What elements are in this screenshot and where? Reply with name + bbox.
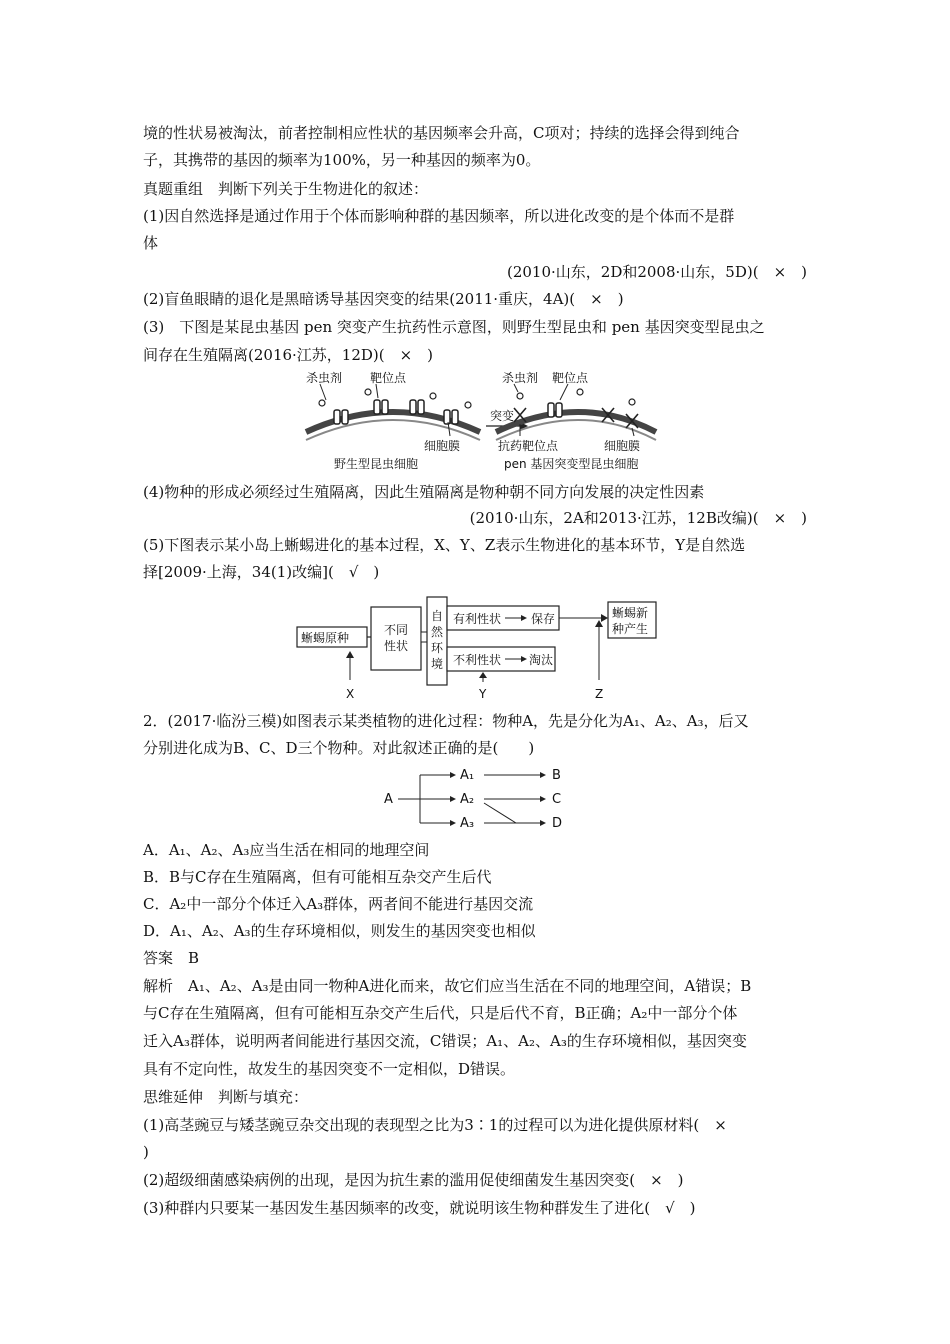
preserve-label: 保存 bbox=[531, 612, 556, 626]
species-a3: A₃ bbox=[460, 816, 475, 831]
label-z: Z bbox=[595, 687, 604, 701]
label-y: Y bbox=[479, 687, 487, 701]
new-species-label-1: 蜥蜴新 bbox=[612, 606, 649, 620]
question-2: (2)盲鱼眼睛的退化是黑暗诱导基因突变的结果(2011·重庆，4A)( × ) bbox=[143, 290, 624, 308]
answer: 答案 B bbox=[143, 949, 200, 967]
resistant-target-label: 抗药靶位点 bbox=[498, 439, 559, 453]
env-label-4: 境 bbox=[431, 657, 444, 671]
text-line: 间存在生殖隔离(2016·江苏，12D)( × ) bbox=[143, 346, 434, 364]
section-heading: 思维延伸 判断与填充： bbox=[143, 1088, 309, 1106]
env-label-3: 环 bbox=[431, 641, 444, 655]
label-x: X bbox=[346, 687, 355, 701]
eliminate-label: 淘汰 bbox=[529, 653, 554, 667]
text-line: 子，其携带的基因的频率为100%，另一种基因的频率为0。 bbox=[143, 151, 541, 169]
target-label-left: 靶位点 bbox=[370, 371, 407, 385]
question-5: (5)下图表示某小岛上蜥蜴进化的基本过程，X、Y、Z表示生物进化的基本环节，Y是自然选 bbox=[143, 536, 746, 554]
question-1: (1)因自然选择是通过作用于个体而影响种群的基因频率，所以进化改变的是个体而不是群 bbox=[143, 207, 735, 225]
option-d: D．A₁、A₂、A₃的生存环境相似，则发生的基因突变也相似 bbox=[143, 922, 536, 940]
new-species-label-2: 种产生 bbox=[612, 622, 649, 636]
option-a: A．A₁、A₂、A₃应当生活在相同的地理空间 bbox=[143, 841, 430, 859]
membrane-label-left: 细胞膜 bbox=[424, 439, 461, 453]
text-line: 分别进化成为B、C、D三个物种。对此叙述正确的是( ) bbox=[143, 739, 535, 757]
species-d: D bbox=[552, 816, 563, 831]
mutation-label: 突变 bbox=[490, 409, 515, 423]
option-b: B．B与C存在生殖隔离，但有可能相互杂交产生后代 bbox=[143, 868, 492, 886]
extension-1: (1)高茎豌豆与矮茎豌豆杂交出现的表现型之比为3∶1的过程可以为进化提供原材料( × bbox=[143, 1116, 727, 1134]
source-citation: (2010·山东，2A和2013·江苏，12B改编)( × ) bbox=[469, 509, 807, 527]
caption-right: pen 基因突变型昆虫细胞 bbox=[504, 457, 639, 471]
species-b: B bbox=[552, 768, 561, 783]
insecticide-molecules-right bbox=[517, 389, 635, 405]
origin-label: 蜥蜴原种 bbox=[301, 631, 350, 645]
traits-label-1: 不同 bbox=[384, 623, 409, 637]
text-line: 境的性状易被淘汰，前者控制相应性状的基因频率会升高，C项对；持续的选择会得到纯合 bbox=[143, 124, 740, 142]
favorable-label: 有利性状 bbox=[453, 612, 502, 626]
question-3: (3) 下图是某昆虫基因 pen 突变产生抗药性示意图，则野生型昆虫和 pen 基因突变型昆虫之 bbox=[143, 318, 765, 336]
species-a: A bbox=[384, 792, 393, 807]
insecticide-label-left: 杀虫剂 bbox=[306, 371, 343, 385]
caption-left: 野生型昆虫细胞 bbox=[334, 457, 419, 471]
explanation: 解析 A₁、A₂、A₃是由同一物种A进化而来，故它们应当生活在不同的地理空间，A错误；B bbox=[143, 977, 752, 995]
species-c: C bbox=[552, 792, 562, 807]
text-line: ) bbox=[143, 1143, 149, 1161]
question-2-stem: 2．(2017·临汾三模)如图表示某类植物的进化过程：物种A，先是分化为A₁、A₂、A₃，后又 bbox=[143, 712, 749, 730]
text-line: 具有不定向性，故发生的基因突变不一定相似，D错误。 bbox=[143, 1060, 516, 1078]
lizard-evolution-figure bbox=[295, 592, 665, 702]
extension-3: (3)种群内只要某一基因发生基因频率的改变，就说明该生物种群发生了进化( √ ) bbox=[143, 1199, 696, 1217]
target-label-right: 靶位点 bbox=[552, 371, 589, 385]
question-4: (4)物种的形成必须经过生殖隔离，因此生殖隔离是物种朝不同方向发展的决定性因素 bbox=[143, 483, 705, 501]
species-a1: A₁ bbox=[460, 768, 475, 783]
species-divergence-figure bbox=[380, 763, 580, 835]
text-line: 迁入A₃群体，说明两者间能进行基因交流，C错误；A₁、A₂、A₃的生存环境相似，基因突变 bbox=[143, 1032, 747, 1050]
species-a2: A₂ bbox=[460, 792, 475, 807]
extension-2: (2)超级细菌感染病例的出现，是因为抗生素的滥用促使细菌发生基因突变( × ) bbox=[143, 1171, 684, 1189]
section-heading: 真题重组 判断下列关于生物进化的叙述： bbox=[143, 180, 429, 198]
text-line: 与C存在生殖隔离，但有可能相互杂交产生后代，只是后代不育，B正确；A₂中一部分个体 bbox=[143, 1004, 738, 1022]
text-line: 择[2009·上海，34(1)改编]( √ ) bbox=[143, 563, 380, 581]
unfavorable-label: 不利性状 bbox=[453, 653, 502, 667]
text-line: 体 bbox=[143, 234, 159, 252]
option-c: C．A₂中一部分个体迁入A₃群体，两者间不能进行基因交流 bbox=[143, 895, 534, 913]
env-label-2: 然 bbox=[431, 625, 444, 639]
traits-label-2: 性状 bbox=[384, 639, 409, 653]
source-citation: (2010·山东，2D和2008·山东，5D)( × ) bbox=[506, 263, 807, 281]
insecticide-label-right: 杀虫剂 bbox=[502, 371, 539, 385]
membrane-label-right: 细胞膜 bbox=[604, 439, 641, 453]
env-label-1: 自 bbox=[431, 609, 444, 623]
resistance-figure bbox=[298, 370, 658, 475]
insecticide-molecules-left bbox=[319, 389, 471, 408]
